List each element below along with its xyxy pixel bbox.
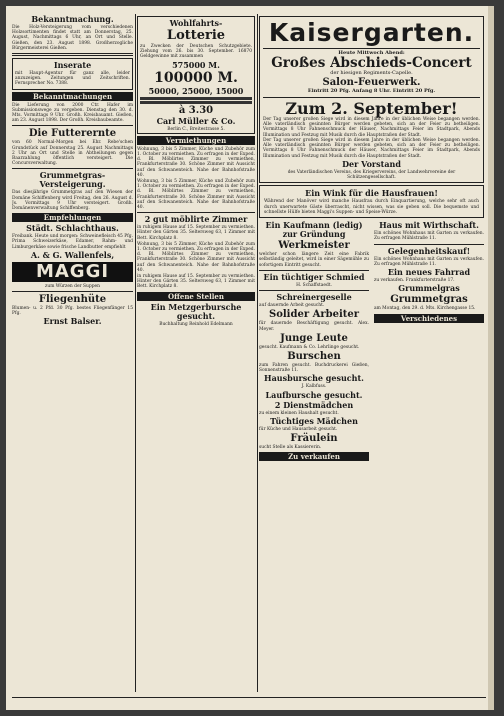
burschen-text: zum Fahren gesucht. Buchdruckerei Gießen, Sonnenstraße 11. bbox=[259, 362, 369, 374]
gelegenheitskauf-text: Ein schönes Wohnhaus mit Garten zu verkaufen. Zu erfragen Mühlstraße 11. bbox=[374, 256, 484, 267]
prize-list-lines bbox=[140, 101, 252, 104]
lotterie-city: Berlin C., Breitestrasse 5. bbox=[167, 126, 225, 132]
dienstmaedchen-title: 2 Dienstmädchen bbox=[274, 399, 354, 410]
divider bbox=[137, 212, 255, 213]
zimmer-text: in ruhigem Hause auf 15. September zu vermiethen. Hinter den Gärten 35. Seltersweg 63, 1 Zimmer mit Bett. Kirchplatz 8. bbox=[137, 225, 255, 241]
divider bbox=[263, 48, 480, 49]
kaisergarten-kapelle: der hiesigen Regiments-Capelle. bbox=[330, 70, 413, 77]
september-text: Der Tag unserer großen Siege wird in diesem Jahre in der üblichen Weise begangen werden. Alle vaterländisch gesinnten Bürger werden gebeten, sich an der Feier zu betheiligen. Vormittags 8 Uhr Fahnenschmuck der Häuser, Nachmittags Feier im Stadtpark, Abends Illumination und Festzug mit Musik durch die Hauptstraßen der Stadt. bbox=[263, 116, 480, 138]
kaisergarten-ad bbox=[259, 16, 484, 183]
werkmeister-text: welcher schon längere Zeit eine Fabrik selbständig geleitet, wird in einer Sägemühle zu sofortigem Eintritt gesucht. bbox=[259, 252, 369, 268]
september-title: Zum 2. September! bbox=[285, 98, 458, 118]
page-footer bbox=[12, 697, 486, 704]
dienstmaedchen-text: zu einem kleinen Haushalt gesucht. bbox=[259, 410, 339, 416]
lotterie-wins: 50000, 25000, 15000 bbox=[148, 85, 244, 96]
kaufmann-title: Ein Kaufmann (ledig) zur Gründung bbox=[265, 220, 363, 240]
lotterie-seller: Carl Müller & Co. bbox=[156, 115, 236, 126]
inserate-title: Inserate bbox=[53, 60, 92, 71]
vermiethungen-text-2: Wohnung, 3 bis 5 Zimmer, Küche und Zubehör zum 1. October zu vermiethen. Zu erfragen in der Exped. d. Bl. Möblirtes Zimmer zu vermiethen, Frankfurterstraße 30. Schöne Zimmer mit Aussicht auf den Schwanenteich. Nahe der Bahnhofstraße 40. bbox=[137, 179, 255, 211]
prize-list-lines bbox=[140, 97, 252, 100]
divider bbox=[12, 168, 133, 169]
schreiner-title: Schreinergeselle bbox=[276, 292, 352, 303]
edelmann-name: Buchhaltung Reinhold Edelmann bbox=[159, 321, 233, 327]
junge-leute-text: gesucht. Kaufmann & Co. Lehrlinge gesucht. bbox=[259, 344, 360, 350]
schmied-text: H. Schaffstaedt. bbox=[296, 282, 332, 288]
divider bbox=[259, 290, 369, 291]
hausfrauen-title: Ein Wink für die Hausfrauen! bbox=[305, 188, 438, 199]
zimmer-text-2: Wohnung, 3 bis 5 Zimmer, Küche und Zubehör zum 1. October zu vermiethen. Zu erfragen in der Exped. d. Bl. Möblirtes Zimmer zu vermiethen, Frankfurterstraße 30. Schöne Zimmer mit Aussicht auf den Schwanenteich. Nahe der Bahnhofstraße 40. bbox=[137, 241, 255, 273]
lower-left-column bbox=[259, 220, 369, 463]
haus-wirthschaft-title: Haus mit Wirthschaft. bbox=[379, 220, 479, 231]
solider-arbeiter-text: für dauernde Beschäftigung gesucht. Alex. Meyer. bbox=[259, 321, 369, 332]
column-3 bbox=[259, 14, 484, 692]
werkmeister-title: Werkmeister bbox=[278, 240, 350, 252]
grummetgras-text-2: am Montag, den 29. d. Mts. Kirchengasse 15. bbox=[374, 306, 476, 312]
lotterie-text: zu Zwecken der Deutschen Schutzgebiete. Ziehung vom 26. bis 30. September. 16870 Geldgewinne mit zusammen bbox=[140, 44, 252, 60]
bekanntmachung-text: Die Holz-Versteigerung vom verschiedenen Holzsortimenten findet statt am Donnerstag, 25. August, Nachmittags 6 Uhr, an Ort und Stelle. Gießen, den 23. August 1898. Großherzogliche Bürgermeisterei Gießen. bbox=[12, 25, 133, 51]
offene-stellen-heading: Offene Stellen bbox=[137, 292, 255, 301]
september-text-2: Der Tag unserer großen Siege wird in diesem Jahre in der üblichen Weise begangen werden. Alle vaterländisch gesinnten Bürger werden gebeten, sich an der Feier zu betheiligen. Vormittags 8 Uhr Fahnenschmuck der Häuser, Nachmittags Feier im Stadtpark, Abends Illumination und Festzug mit Musik durch die Hauptstraßen der Stadt. bbox=[263, 137, 480, 159]
schmied-title: Ein tüchtiger Schmied bbox=[263, 271, 365, 282]
divider bbox=[12, 53, 133, 56]
inserate-text: mit Haupt-Agentur für ganz alle, leider anzuzeigen. Zeitungen und Zeitschriften. Fernsprecher No. 7388. bbox=[15, 71, 130, 87]
maggi-logo: MAGGI bbox=[12, 262, 133, 282]
hausbursche-text: J. Kalbfuss. bbox=[301, 384, 327, 390]
hausbursche-title: Hausbursche gesucht. bbox=[264, 373, 364, 384]
grummelgras-title: Grummelgras bbox=[398, 283, 460, 294]
vermiethungen-text: Wohnung, 3 bis 5 Zimmer, Küche und Zubehör zum 1. October zu vermiethen. Zu erfragen in der Exped. d. Bl. Möblirtes Zimmer zu vermiethen, Frankfurterstraße 30. Schöne Zimmer mit Aussicht auf den Schwanenteich. Nahe der Bahnhofstraße 40. bbox=[137, 146, 255, 178]
newspaper-page bbox=[6, 6, 494, 710]
fraeulein-title: Fräulein bbox=[290, 432, 338, 444]
hausfrauen-text: Während der Manöver wird manche Hausfrau durch Einquartierung, welche sehr oft auch durch unerwartete Gäste überrascht, nicht wissen, was sie geben soll. Die bequemste und schnellste Hülfe bieten Maggi's Suppen- und Speise-Würze. bbox=[264, 199, 479, 215]
schlachthaus-title: Städt. Schlachthaus. bbox=[26, 223, 119, 234]
lower-two-columns bbox=[259, 220, 484, 463]
kaisergarten-feuerwerk: Salon-Feuerwerk. bbox=[322, 77, 421, 89]
fliegenhuete-text: Blumen- u. 2 Pfd. 30 Pfg. bestes Fliegenfänger 15 Pfg. bbox=[12, 306, 133, 317]
gelegenheitskauf-title: Gelegenheitskauf! bbox=[387, 245, 471, 256]
tuechtiges-maedchen-text: für Küche und Hausarbeit gesucht. bbox=[259, 426, 338, 432]
zimmer-text-3: in ruhigem Hause auf 15. September zu vermiethen. Hinter den Gärten 35. Seltersweg 63, 1 Zimmer mit Bett. Kirchplatz 8. bbox=[137, 274, 255, 290]
divider bbox=[263, 97, 480, 98]
junge-leute-title: Junge Leute bbox=[280, 332, 348, 344]
lotterie-price: à 3.30 bbox=[178, 104, 214, 116]
laufbursche-title: Laufbursche gesucht. bbox=[265, 389, 363, 400]
vorstand-title: Der Vorstand bbox=[342, 158, 401, 169]
kaisergarten-subline: Heute Mittwoch Abend: bbox=[338, 50, 405, 56]
fraeulein-text: sucht Stelle als Kassiererin. bbox=[259, 444, 322, 450]
grummetgras-title-2: Grummetgras bbox=[390, 294, 468, 306]
divider bbox=[12, 125, 133, 126]
fahrrad-title: Ein neues Fahrrad bbox=[387, 267, 471, 278]
solider-arbeiter-title: Solider Arbeiter bbox=[268, 309, 360, 321]
haus-wirthschaft-text: Ein schönes Wohnhaus mit Garten zu verkaufen. Zu erfragen Mühlstraße 11. bbox=[374, 231, 484, 242]
wohlfahrts-title: Wohlfahrts- bbox=[169, 18, 223, 28]
column-1 bbox=[12, 14, 133, 692]
burschen-title: Burschen bbox=[287, 350, 341, 362]
schreiner-text: auf dauernde Arbeit gesucht. bbox=[259, 303, 325, 309]
lotterie-title: Lotterie bbox=[166, 28, 226, 43]
hausfrauen-ad bbox=[259, 185, 484, 218]
kaisergarten-title: Kaisergarten. bbox=[268, 18, 475, 47]
lotterie-sum: 575000 M. bbox=[172, 59, 220, 70]
maggi-text: zum Würzen der Suppen bbox=[45, 283, 100, 289]
verschiedenes-heading: Verschiedenes bbox=[374, 314, 484, 323]
kaisergarten-eintritt: Eintritt 20 Pfg. Anfang 8 Uhr. Eintritt 20 Pfg. bbox=[307, 88, 436, 95]
column-rule bbox=[257, 14, 258, 692]
tuechtiges-maedchen-title: Tüchtiges Mädchen bbox=[270, 415, 358, 426]
lower-right-column bbox=[374, 220, 484, 463]
vorstand-text: des Vaterländischen Vereins, des Kriegervereins, der Landwehrvereine der Schützengesellschaft. bbox=[287, 169, 456, 181]
fliegenhuete-title: Fliegenhüte bbox=[38, 294, 107, 306]
fahrrad-text: zu verkaufen. Frankfurterstraße 17. bbox=[374, 278, 455, 284]
futterernte-text: von 60 Normal-Morgen bei Ehr. Rebe'schen Grundstück auf Donnerstag 25. August Nachmittags 2 Uhr an Ort und Stelle in Abtheilungen gegen Baarzahlung öffentlich versteigert. Die Concursverwaltung. bbox=[12, 140, 133, 167]
schlachthaus-text: Freibank. Heute und morgen: Schweinefleisch 45 Pfg. Prima Schweizerkäse, Edamer, Rahm- und Limburgerkäse sowie frische Landbutter empfiehlt bbox=[12, 234, 133, 250]
zu-verkaufen-heading: Zu verkaufen bbox=[259, 452, 369, 461]
divider bbox=[259, 270, 369, 271]
futterernte-title: Die Futterernte bbox=[28, 128, 117, 140]
zimmer-title: 2 gut möblirte Zimmer bbox=[144, 214, 248, 225]
lotterie-main-prize: 100000 M. bbox=[154, 69, 238, 86]
divider bbox=[374, 244, 484, 245]
grummetgras-title: Grummetgras-Versteigerung. bbox=[39, 170, 106, 190]
metzger-title: Ein Metzgerburschе gesucht. bbox=[150, 301, 242, 321]
inserate-box bbox=[12, 58, 133, 90]
grummetgras-text: Das diesjährige Grummetgras auf den Wiesen der Domäne Schiffenberg wird Freitag, den 26. August d. Js. Vormittags 9 Uhr versteigert. Großh. Domänenverwaltung Schiffenberg. bbox=[12, 190, 133, 212]
divider bbox=[12, 291, 133, 292]
empfehlungen-heading: Empfehlungen bbox=[12, 213, 133, 222]
column-rule bbox=[135, 14, 136, 692]
next-page-edge bbox=[488, 6, 494, 710]
vermiethungen-heading: Vermiethungen bbox=[137, 136, 255, 145]
balser-name: Ernst Balser. bbox=[43, 316, 102, 327]
wallenfels-name: A. & G. Wallenfels, bbox=[30, 249, 115, 260]
bekanntmachungen-text: Die Lieferung von 2000 Ctr. Hafer im Submissionswege zu vergeben. Dienstag den 30. d. Mts. Vormittags 9 Uhr. Großh. Kreisbauamt. Gießen, am 23. August 1898. Der Großh. Kreisbaubeamte. bbox=[12, 102, 133, 124]
bekanntmachung-title: Bekanntmachung. bbox=[31, 14, 114, 24]
bekanntmachungen-heading: Bekanntmachungen bbox=[12, 92, 133, 101]
column-2 bbox=[137, 14, 255, 692]
lotterie-box bbox=[137, 16, 255, 134]
kaisergarten-concert: Großes Abschieds-Concert bbox=[271, 55, 472, 72]
